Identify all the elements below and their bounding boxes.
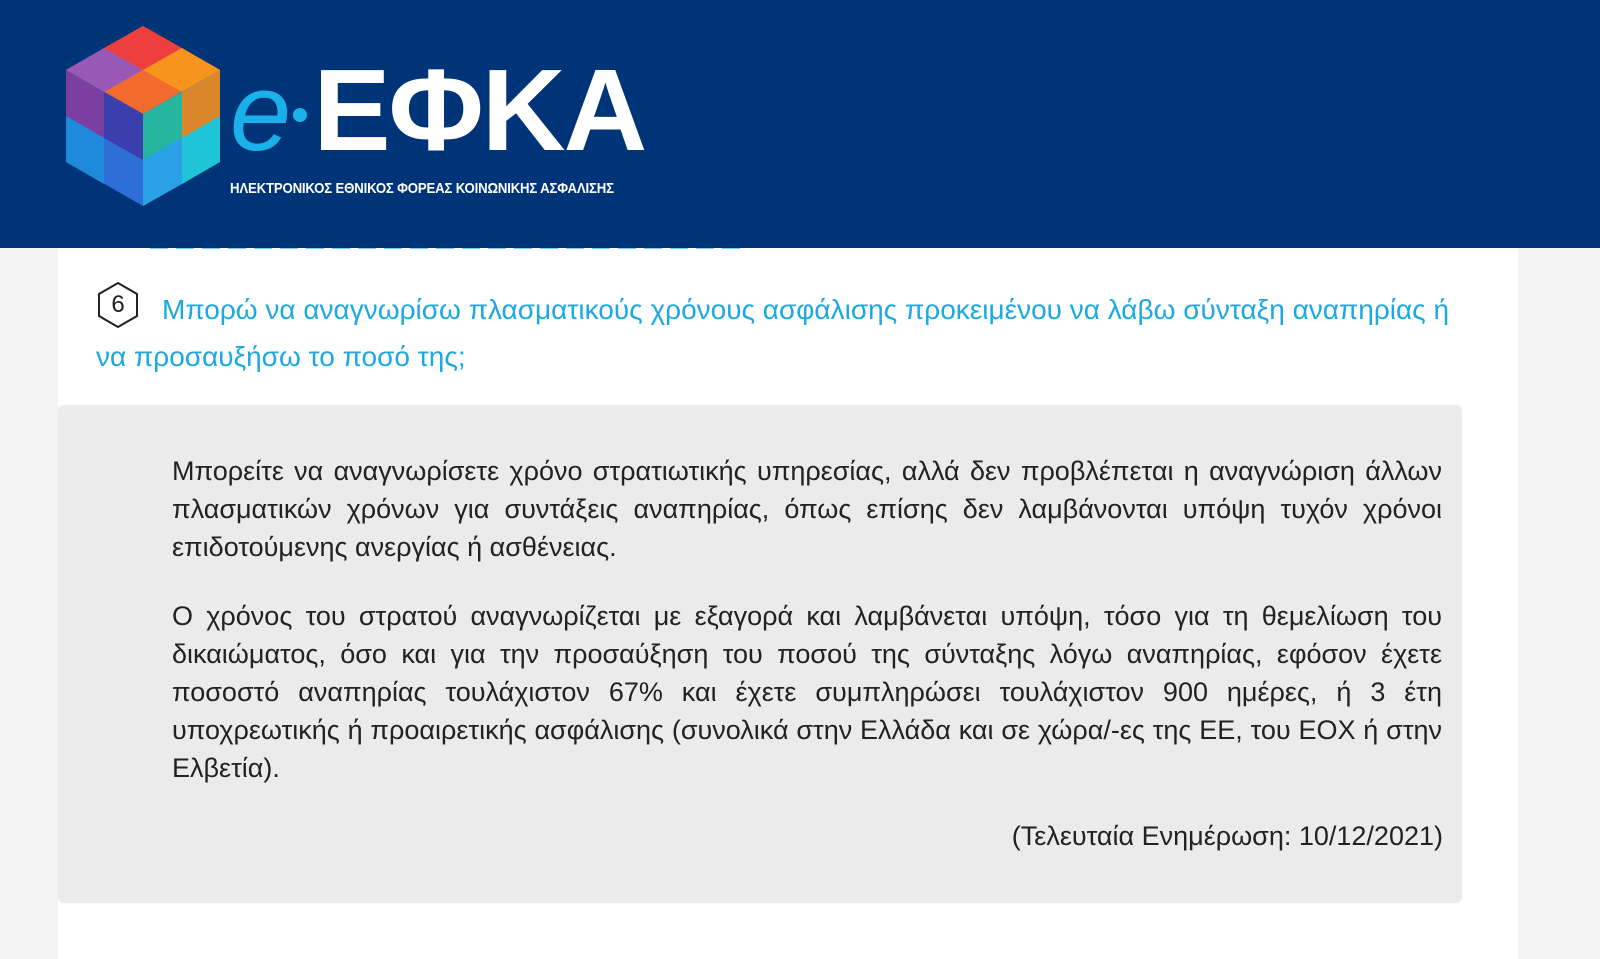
faq-question[interactable] bbox=[96, 286, 1476, 380]
brand-subtitle: ΗΛΕΚΤΡΟΝΙΚΟΣ ΕΘΝΙΚΟΣ ΦΟΡΕΑΣ ΚΟΙΝΩΝΙΚΗΣ ΑΣΦΑΛΙΣΗΣ bbox=[230, 180, 614, 197]
brand-name: ΕΦΚΑ bbox=[313, 45, 646, 175]
answer-paragraph-2: Ο χρόνος του στρατού αναγνωρίζεται με εξαγορά και λαμβάνεται υπόψη, τόσο για τη θεμελίωση του δικαιώματος, όσο και για την προσαύξηση του ποσού της σύνταξης λόγω αναπηρίας, εφόσον έχετε ποσοστό αναπηρίας τουλάχιστον 67% και έχετε συμπληρώσει τουλάχιστον 900 ημέρες, ή 3 έτη υποχρεωτικής ή προαιρετικής ασφάλισης (συνολικά στην Ελλάδα και σε χώρα/-ες της ΕΕ, του ΕΟΧ ή στην Ελβετία). bbox=[172, 601, 1442, 783]
answer-paragraph-1: Μπορείτε να αναγνωρίσετε χρόνο στρατιωτικής υπηρεσίας, αλλά δεν προβλέπεται η αναγνώριση άλλων πλασματικών χρόνων για συντάξεις αναπηρίας, όπως επίσης δεν λαμβάνονται υπόψη τυχόν χρόνοι επιδοτούμενης ανεργίας ή ασθένειας. bbox=[172, 456, 1442, 562]
site-header bbox=[0, 0, 1600, 248]
brand-dot bbox=[293, 108, 307, 122]
hexagon-number-icon bbox=[96, 281, 140, 329]
brand-prefix: e bbox=[230, 51, 290, 174]
brand-logo-text[interactable] bbox=[230, 45, 646, 175]
question-text: Μπορώ να αναγνωρίσω πλασματικούς χρόνους ασφάλισης προκειμένου να λάβω σύνταξη αναπηρίας ή να προσαυξήσω το ποσό της; bbox=[96, 294, 1450, 372]
last-update-text: (Τελευταία Ενημέρωση: 10/12/2021) bbox=[1011, 821, 1443, 851]
hexagon-cube-logo-icon[interactable] bbox=[58, 26, 228, 216]
question-number: 6 bbox=[111, 290, 125, 318]
